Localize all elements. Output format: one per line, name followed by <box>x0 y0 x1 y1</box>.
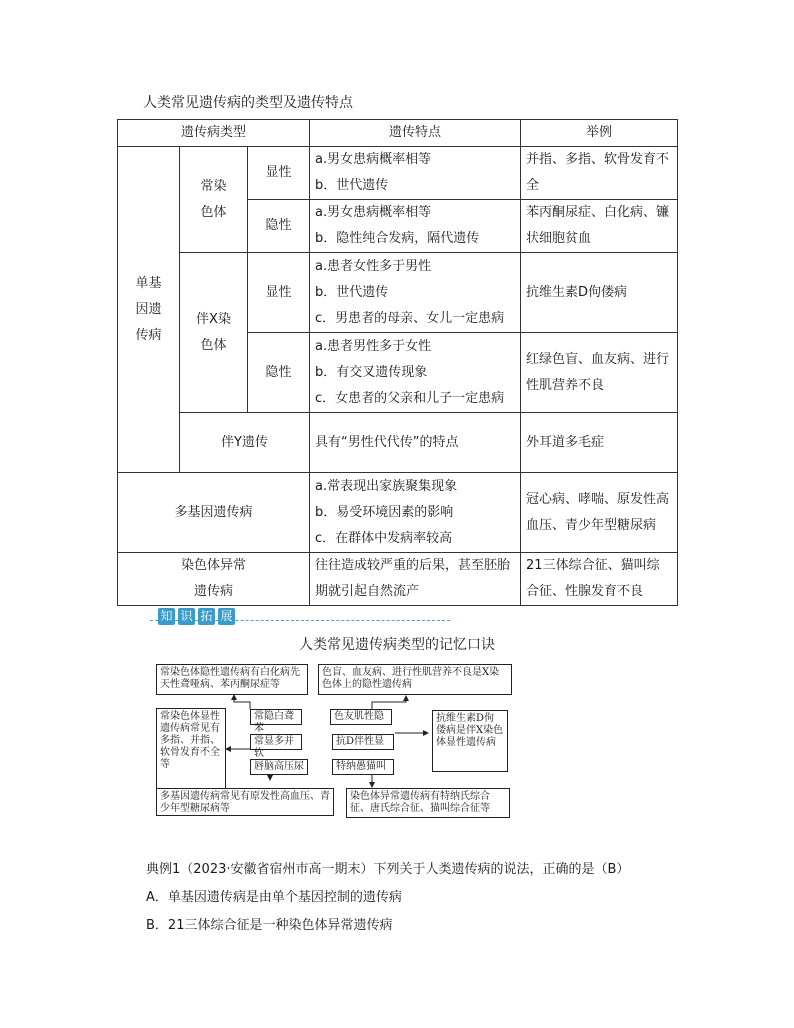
ar-recessive: 隐性 <box>248 200 310 253</box>
banner-char: 展 <box>218 608 235 625</box>
ad-example: 并指、多指、软骨发育不全 <box>521 147 678 200</box>
table-row <box>118 147 678 200</box>
y-example: 外耳道多毛症 <box>521 413 678 473</box>
header-example: 举例 <box>521 120 678 147</box>
table-row <box>118 473 678 553</box>
ar-trait-b: b．隐性纯合发病，隔代遗传 <box>315 231 480 246</box>
banner-char: 拓 <box>198 608 215 625</box>
poly-trait-b: b．易受环境因素的影响 <box>315 504 454 520</box>
ad-trait-a: a.男女患病概率相等 <box>315 152 432 167</box>
x-linked-label <box>180 253 248 413</box>
poly-example: 冠心病、哮喘、原发性高血压、青少年型糖尿病 <box>521 473 678 553</box>
xd-trait-a: a.患者女性多于男性 <box>315 258 432 274</box>
xd-traits <box>310 253 521 333</box>
y-traits: 具有“男性代代传”的特点 <box>310 413 521 473</box>
mnemonic-k3: 唇脑高压尿 <box>250 759 308 775</box>
header-type: 遗传病类型 <box>118 120 310 147</box>
single-gene-label <box>118 147 180 473</box>
banner-char: 识 <box>178 608 195 625</box>
mnemonic-diagram <box>150 662 520 820</box>
table-row <box>118 253 678 333</box>
box-autosomal-dominant: 常染色体显性遗传病常见有多指、并指、软骨发育不全等 <box>156 708 226 790</box>
polygenic-label: 多基因遗传病 <box>118 473 310 553</box>
autosomal-label <box>180 147 248 253</box>
box-autosomal-recessive: 常染色体隐性遗传病有白化病先天性聋哑病、苯丙酮尿症等 <box>156 664 308 695</box>
table-header-row <box>118 120 678 147</box>
mnemonic-k6: 特纳愚猫叫 <box>332 759 394 775</box>
option-b: B．21三体综合征是一种染色体异常遗传病 <box>146 918 393 933</box>
option-a: A．单基因遗传病是由单个基因控制的遗传病 <box>146 890 402 905</box>
poly-trait-c: c．在群体中发病率较高 <box>315 530 453 546</box>
page-title: 人类常见遗传病的类型及遗传特点 <box>143 95 353 111</box>
xd-example: 抗维生素D佝偻病 <box>521 253 678 333</box>
chrom-label <box>118 553 310 606</box>
genetic-disease-table <box>117 119 678 606</box>
xr-example: 红绿色盲、血友病、进行性肌营养不良 <box>521 333 678 413</box>
mnemonic-k2: 常显多并软 <box>250 734 302 750</box>
ar-example: 苯丙酮尿症、白化病、镰状细胞贫血 <box>521 200 678 253</box>
poly-trait-a: a.常表现出家族聚集现象 <box>315 478 458 494</box>
xr-trait-c: c．女患者的父亲和儿子一定患病 <box>315 390 505 406</box>
table-row <box>118 413 678 473</box>
poly-traits <box>310 473 521 553</box>
xr-trait-b: b．有交叉遗传现象 <box>315 364 428 380</box>
xd-trait-c: c．男患者的母亲、女儿一定患病 <box>315 310 505 326</box>
y-linked-label: 伴Y遗传 <box>180 413 310 473</box>
ar-trait-a: a.男女患病概率相等 <box>315 205 432 220</box>
mnemonic-k5: 抗D伴性显 <box>332 734 394 750</box>
banner-divider <box>150 620 450 621</box>
ad-traits <box>310 147 521 200</box>
knowledge-extension-banner <box>150 606 450 628</box>
single-gene-text: 单基因遗传病 <box>135 275 162 343</box>
box-chromosomal: 染色体异常遗传病有特纳氏综合征、唐氏综合征、猫叫综合征等 <box>346 788 510 818</box>
chrom-label-text: 染色体异常遗传病 <box>181 558 247 599</box>
arrow-k1-ar <box>234 695 250 709</box>
mnemonic-title: 人类常见遗传病类型的记忆口诀 <box>299 637 495 653</box>
example-question: 典例1（2023·安徽省宿州市高一期末）下列关于人类遗传病的说法，正确的是（B） <box>146 862 630 877</box>
xd-dominant: 显性 <box>248 253 310 333</box>
arrow-k4-xr <box>372 696 406 709</box>
chrom-traits: 往往造成较严重的后果，甚至胚胎期就引起自然流产 <box>310 553 521 606</box>
table-row <box>118 553 678 606</box>
mnemonic-k1: 常隐白聋苯 <box>250 709 302 725</box>
header-traits: 遗传特点 <box>310 120 521 147</box>
ar-traits <box>310 200 521 253</box>
box-polygenic: 多基因遗传病常见有原发性高血压、青少年型糖尿病等 <box>156 788 334 816</box>
banner-char: 知 <box>158 608 175 625</box>
box-x-dominant: 抗维生素D佝偻病是伴X染色体显性遗传病 <box>432 710 508 772</box>
xr-trait-a: a.患者男性多于女性 <box>315 338 432 354</box>
xd-trait-b: b．世代遗传 <box>315 284 389 300</box>
chrom-example: 21三体综合征、猫叫综合征、性腺发育不良 <box>521 553 678 606</box>
xr-recessive: 隐性 <box>248 333 310 413</box>
box-x-recessive: 色盲、血友病、进行性肌营养不良是X染色体上的隐性遗传病 <box>318 664 512 695</box>
mnemonic-k4: 色友肌性隐 <box>330 709 392 725</box>
autosomal-text: 常染色体 <box>200 178 227 220</box>
ad-dominant: 显性 <box>248 147 310 200</box>
xr-traits <box>310 333 521 413</box>
ad-trait-b: b．世代遗传 <box>315 178 389 193</box>
x-linked-text: 伴X染色体 <box>196 311 231 353</box>
